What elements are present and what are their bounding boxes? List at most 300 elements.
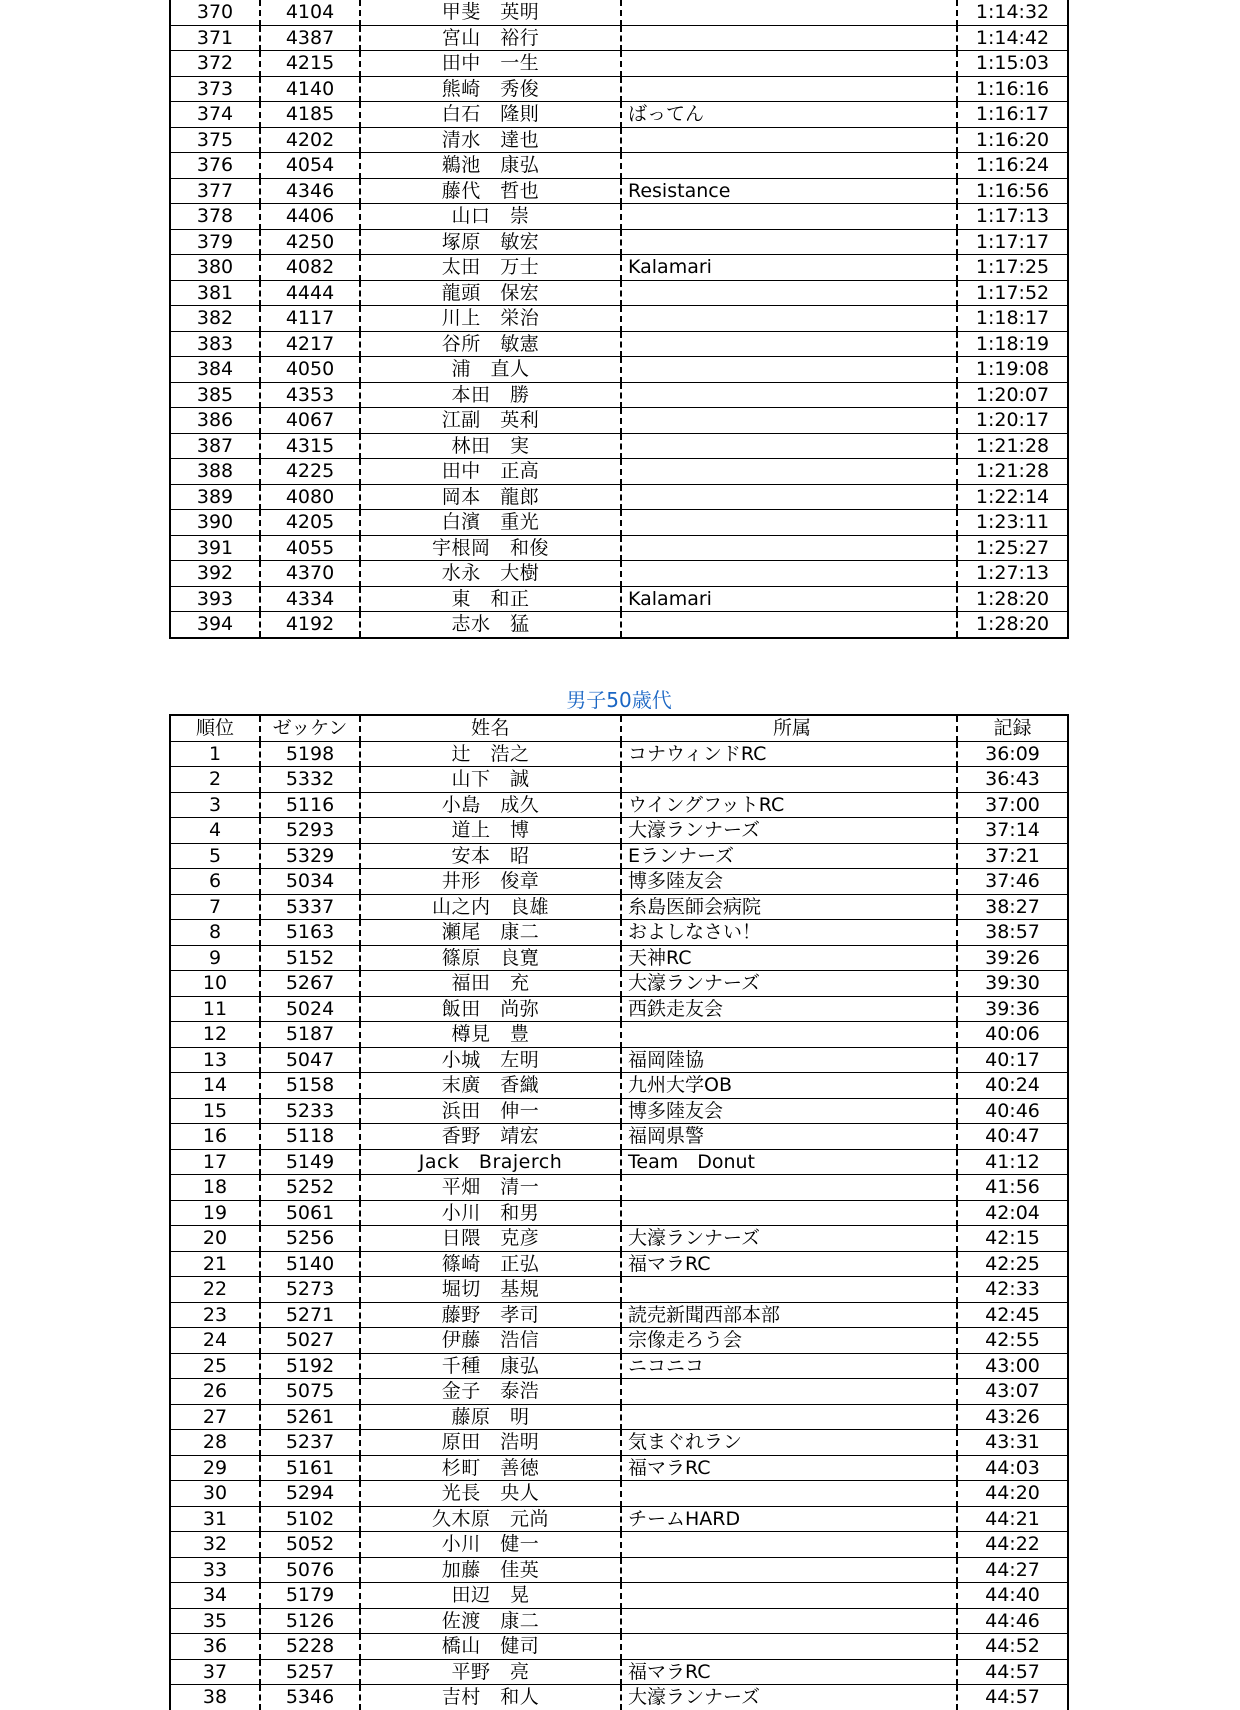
- bib-cell: 5061: [260, 1200, 360, 1226]
- header-name: 姓名: [360, 715, 621, 741]
- name-cell: 吉村 和人: [360, 1685, 621, 1710]
- time-cell: 42:15: [957, 1226, 1068, 1252]
- bib-cell: 4444: [260, 280, 360, 306]
- club-cell: 福マラRC: [621, 1251, 957, 1277]
- bib-cell: 5076: [260, 1557, 360, 1583]
- bib-cell: 5027: [260, 1328, 360, 1354]
- name-cell: 山下 誠: [360, 767, 621, 793]
- bib-cell: 4050: [260, 357, 360, 383]
- rank-cell: 14: [170, 1073, 260, 1099]
- bib-cell: 4205: [260, 510, 360, 536]
- rank-cell: 11: [170, 996, 260, 1022]
- rank-cell: 29: [170, 1455, 260, 1481]
- table-row: [170, 1175, 1068, 1201]
- name-cell: 熊崎 秀俊: [360, 76, 621, 102]
- bib-cell: 5256: [260, 1226, 360, 1252]
- bib-cell: 5161: [260, 1455, 360, 1481]
- table-row: [170, 741, 1068, 767]
- club-cell: Kalamari: [621, 586, 957, 612]
- bib-cell: 5271: [260, 1302, 360, 1328]
- bib-cell: 4082: [260, 255, 360, 281]
- bib-cell: 4185: [260, 102, 360, 128]
- club-cell: [621, 1200, 957, 1226]
- rank-cell: 16: [170, 1124, 260, 1150]
- time-cell: 1:16:56: [957, 178, 1068, 204]
- time-cell: 44:40: [957, 1583, 1068, 1609]
- table-row: [170, 1557, 1068, 1583]
- time-cell: 1:16:17: [957, 102, 1068, 128]
- time-cell: 38:27: [957, 894, 1068, 920]
- table-row: [170, 178, 1068, 204]
- club-cell: 大濠ランナーズ: [621, 1226, 957, 1252]
- table-row: [170, 1532, 1068, 1558]
- time-cell: 1:25:27: [957, 535, 1068, 561]
- time-cell: 42:33: [957, 1277, 1068, 1303]
- header-rank: 順位: [170, 715, 260, 741]
- name-cell: 白濱 重光: [360, 510, 621, 536]
- name-cell: 堀切 基規: [360, 1277, 621, 1303]
- club-cell: [621, 357, 957, 383]
- name-cell: 加藤 佳英: [360, 1557, 621, 1583]
- time-cell: 43:00: [957, 1353, 1068, 1379]
- name-cell: 篠崎 正弘: [360, 1251, 621, 1277]
- name-cell: 藤野 孝司: [360, 1302, 621, 1328]
- rank-cell: 380: [170, 255, 260, 281]
- club-cell: [621, 408, 957, 434]
- rank-cell: 394: [170, 612, 260, 638]
- time-cell: 1:14:32: [957, 0, 1068, 25]
- rank-cell: 33: [170, 1557, 260, 1583]
- rank-cell: 25: [170, 1353, 260, 1379]
- name-cell: 香野 靖宏: [360, 1124, 621, 1150]
- rank-cell: 31: [170, 1506, 260, 1532]
- name-cell: 伊藤 浩信: [360, 1328, 621, 1354]
- name-cell: 宮山 裕行: [360, 25, 621, 51]
- bib-cell: 4054: [260, 153, 360, 179]
- table-row: [170, 357, 1068, 383]
- bib-cell: 5024: [260, 996, 360, 1022]
- table-row: [170, 945, 1068, 971]
- table-row: [170, 204, 1068, 230]
- bib-cell: 5149: [260, 1149, 360, 1175]
- rank-cell: 383: [170, 331, 260, 357]
- table-row: [170, 1685, 1068, 1710]
- club-cell: ばってん: [621, 102, 957, 128]
- club-cell: [621, 535, 957, 561]
- bib-cell: 5047: [260, 1047, 360, 1073]
- rank-cell: 30: [170, 1481, 260, 1507]
- club-cell: およしなさい！: [621, 920, 957, 946]
- bib-cell: 5116: [260, 792, 360, 818]
- rank-cell: 371: [170, 25, 260, 51]
- table-row: [170, 612, 1068, 638]
- time-cell: 1:17:13: [957, 204, 1068, 230]
- bib-cell: 4067: [260, 408, 360, 434]
- bib-cell: 5034: [260, 869, 360, 895]
- bib-cell: 5294: [260, 1481, 360, 1507]
- name-cell: 日隈 克彦: [360, 1226, 621, 1252]
- name-cell: 龍頭 保宏: [360, 280, 621, 306]
- name-cell: 谷所 敏憲: [360, 331, 621, 357]
- bib-cell: 5198: [260, 741, 360, 767]
- table-row: [170, 869, 1068, 895]
- rank-cell: 18: [170, 1175, 260, 1201]
- name-cell: 平野 亮: [360, 1659, 621, 1685]
- club-cell: [621, 561, 957, 587]
- club-cell: 糸島医師会病院: [621, 894, 957, 920]
- club-cell: 博多陸友会: [621, 1098, 957, 1124]
- club-cell: [621, 1481, 957, 1507]
- table-row: [170, 1302, 1068, 1328]
- rank-cell: 20: [170, 1226, 260, 1252]
- rank-cell: 35: [170, 1608, 260, 1634]
- bib-cell: 5237: [260, 1430, 360, 1456]
- table-row: [170, 767, 1068, 793]
- rank-cell: 389: [170, 484, 260, 510]
- time-cell: 1:17:25: [957, 255, 1068, 281]
- club-cell: [621, 510, 957, 536]
- table-row: [170, 1328, 1068, 1354]
- time-cell: 40:24: [957, 1073, 1068, 1099]
- bib-cell: 5126: [260, 1608, 360, 1634]
- time-cell: 1:28:20: [975, 613, 1050, 635]
- bib-cell: 4202: [260, 127, 360, 153]
- table-row: [170, 1583, 1068, 1609]
- rank-cell: 375: [170, 127, 260, 153]
- name-cell: 清水 達也: [360, 127, 621, 153]
- rank-cell: 22: [170, 1277, 260, 1303]
- time-cell: 44:20: [957, 1481, 1068, 1507]
- bib-cell: 4225: [260, 459, 360, 485]
- bib-cell: 4334: [260, 586, 360, 612]
- time-cell: 37:21: [957, 843, 1068, 869]
- club-cell: [621, 25, 957, 51]
- rank-cell: 388: [170, 459, 260, 485]
- club-cell: コナウィンドRC: [621, 741, 957, 767]
- table-row: [170, 1481, 1068, 1507]
- bib-cell: 5152: [260, 945, 360, 971]
- time-cell: 44:57: [985, 1686, 1040, 1708]
- time-cell: 42:55: [957, 1328, 1068, 1354]
- rank-cell: 391: [170, 535, 260, 561]
- time-cell: 38:57: [957, 920, 1068, 946]
- bib-cell: 5257: [260, 1659, 360, 1685]
- time-cell: 1:23:11: [957, 510, 1068, 536]
- bib-cell: 5192: [260, 1353, 360, 1379]
- table-row: [170, 1634, 1068, 1660]
- rank-cell: 379: [170, 229, 260, 255]
- bib-cell: 5052: [260, 1532, 360, 1558]
- rank-cell: 370: [170, 0, 260, 25]
- time-cell: 41:12: [957, 1149, 1068, 1175]
- bib-cell: 4217: [260, 331, 360, 357]
- club-cell: 福岡県警: [621, 1124, 957, 1150]
- time-cell: 1:16:20: [957, 127, 1068, 153]
- rank-cell: 390: [170, 510, 260, 536]
- table-row: [170, 1353, 1068, 1379]
- rank-cell: 26: [170, 1379, 260, 1405]
- table-row: [170, 1379, 1068, 1405]
- rank-cell: 393: [170, 586, 260, 612]
- name-cell: 江副 英利: [360, 408, 621, 434]
- rank-cell: 2: [170, 767, 260, 793]
- bib-cell: 5179: [260, 1583, 360, 1609]
- table-row: [170, 792, 1068, 818]
- bib-cell: 5102: [260, 1506, 360, 1532]
- club-cell: [621, 612, 957, 638]
- rank-cell: 372: [170, 51, 260, 77]
- bib-cell: 5118: [260, 1124, 360, 1150]
- rank-cell: 381: [170, 280, 260, 306]
- club-cell: 大濠ランナーズ: [621, 1685, 957, 1710]
- rank-cell: 23: [170, 1302, 260, 1328]
- name-cell: 浦 直人: [360, 357, 621, 383]
- table-row: [170, 1200, 1068, 1226]
- rank-cell: 5: [170, 843, 260, 869]
- club-cell: [621, 204, 957, 230]
- table-row: [170, 408, 1068, 434]
- club-cell: [621, 0, 957, 25]
- table-row: [170, 1404, 1068, 1430]
- rank-cell: 4: [170, 818, 260, 844]
- table-row: [170, 0, 1068, 25]
- name-cell: 杉町 善徳: [360, 1455, 621, 1481]
- time-cell: 36:09: [957, 741, 1068, 767]
- club-cell: [621, 229, 957, 255]
- name-cell: 志水 猛: [360, 612, 621, 638]
- name-cell: 金子 泰浩: [360, 1379, 621, 1405]
- bib-cell: 5329: [260, 843, 360, 869]
- club-cell: [621, 306, 957, 332]
- club-cell: [621, 51, 957, 77]
- name-cell: 平畑 清一: [360, 1175, 621, 1201]
- time-cell: 1:20:07: [957, 382, 1068, 408]
- time-cell: 40:17: [957, 1047, 1068, 1073]
- bib-cell: 4315: [260, 433, 360, 459]
- name-cell: 宇根岡 和俊: [360, 535, 621, 561]
- bib-cell: 5187: [260, 1022, 360, 1048]
- club-cell: 読売新聞西部本部: [621, 1302, 957, 1328]
- time-cell: 44:46: [957, 1608, 1068, 1634]
- name-cell: 藤代 哲也: [360, 178, 621, 204]
- bib-cell: 4117: [260, 306, 360, 332]
- bib-cell: 4346: [260, 178, 360, 204]
- name-cell: 山之内 良雄: [360, 894, 621, 920]
- name-cell: 光長 央人: [360, 1481, 621, 1507]
- time-cell: 43:26: [957, 1404, 1068, 1430]
- club-cell: [621, 1277, 957, 1303]
- time-cell: 1:22:14: [957, 484, 1068, 510]
- table-row: [170, 1506, 1068, 1532]
- table-row: [170, 510, 1068, 536]
- results-table-continued: [169, 0, 1069, 639]
- name-cell: 塚原 敏宏: [360, 229, 621, 255]
- name-cell: 篠原 良寛: [360, 945, 621, 971]
- club-cell: Team Donut: [621, 1149, 957, 1175]
- club-cell: [621, 1583, 957, 1609]
- table-row: [170, 1430, 1068, 1456]
- rank-cell: 392: [170, 561, 260, 587]
- rank-cell: 376: [170, 153, 260, 179]
- time-cell: 41:56: [957, 1175, 1068, 1201]
- rank-cell: 36: [170, 1634, 260, 1660]
- name-cell: 小川 健一: [360, 1532, 621, 1558]
- table-row: [170, 561, 1068, 587]
- name-cell: 浜田 伸一: [360, 1098, 621, 1124]
- club-cell: ニコニコ: [621, 1353, 957, 1379]
- club-cell: 大濠ランナーズ: [621, 818, 957, 844]
- club-cell: 福岡陸協: [621, 1047, 957, 1073]
- time-cell: 1:14:42: [957, 25, 1068, 51]
- name-cell: 山口 崇: [360, 204, 621, 230]
- name-cell: 太田 万士: [360, 255, 621, 281]
- name-cell: 田中 正高: [360, 459, 621, 485]
- time-cell: 43:07: [957, 1379, 1068, 1405]
- bib-cell: 4353: [260, 382, 360, 408]
- club-cell: 福マラRC: [621, 1659, 957, 1685]
- table-row: [170, 1608, 1068, 1634]
- name-cell: 鵜池 康弘: [360, 153, 621, 179]
- time-cell: 1:16:24: [957, 153, 1068, 179]
- name-cell: 東 和正: [360, 586, 621, 612]
- rank-cell: 24: [170, 1328, 260, 1354]
- bib-cell: 5233: [260, 1098, 360, 1124]
- rank-cell: 374: [170, 102, 260, 128]
- club-cell: [621, 1532, 957, 1558]
- name-cell: 小川 和男: [360, 1200, 621, 1226]
- table-row: [170, 433, 1068, 459]
- club-cell: 大濠ランナーズ: [621, 971, 957, 997]
- name-cell: 千種 康弘: [360, 1353, 621, 1379]
- name-cell: 林田 実: [360, 433, 621, 459]
- club-cell: [621, 1022, 957, 1048]
- rank-cell: 7: [170, 894, 260, 920]
- club-cell: [621, 767, 957, 793]
- club-cell: 博多陸友会: [621, 869, 957, 895]
- time-cell: 1:15:03: [957, 51, 1068, 77]
- bib-cell: 5228: [260, 1634, 360, 1660]
- time-cell: 1:27:13: [957, 561, 1068, 587]
- rank-cell: 12: [170, 1022, 260, 1048]
- time-cell: 1:20:17: [957, 408, 1068, 434]
- rank-cell: 37: [170, 1659, 260, 1685]
- club-cell: [621, 382, 957, 408]
- bib-cell: 4250: [260, 229, 360, 255]
- bib-cell: 5273: [260, 1277, 360, 1303]
- club-cell: [621, 1404, 957, 1430]
- table-row: [170, 51, 1068, 77]
- name-cell: 岡本 龍郎: [360, 484, 621, 510]
- club-cell: [621, 433, 957, 459]
- club-cell: 気まぐれラン: [621, 1430, 957, 1456]
- time-cell: 36:43: [957, 767, 1068, 793]
- name-cell: Jack Brajerch: [360, 1149, 621, 1175]
- name-cell: 飯田 尚弥: [360, 996, 621, 1022]
- bib-cell: 5163: [260, 920, 360, 946]
- club-cell: [621, 1608, 957, 1634]
- rank-cell: 10: [170, 971, 260, 997]
- club-cell: [621, 1175, 957, 1201]
- name-cell: 原田 浩明: [360, 1430, 621, 1456]
- name-cell: 川上 栄治: [360, 306, 621, 332]
- name-cell: 藤原 明: [360, 1404, 621, 1430]
- time-cell: 1:19:08: [957, 357, 1068, 383]
- table-row: [170, 1277, 1068, 1303]
- section-title: 男子50歳代: [566, 688, 672, 712]
- time-cell: 39:26: [957, 945, 1068, 971]
- time-cell: 1:28:20: [957, 586, 1068, 612]
- name-cell: 辻 浩之: [360, 741, 621, 767]
- time-cell: 37:14: [957, 818, 1068, 844]
- bib-cell: 4104: [260, 0, 360, 25]
- rank-cell: 386: [170, 408, 260, 434]
- table-row: [170, 331, 1068, 357]
- bib-cell: 5140: [260, 1251, 360, 1277]
- club-cell: [621, 484, 957, 510]
- table-row: [170, 76, 1068, 102]
- bib-cell: 4406: [260, 204, 360, 230]
- club-cell: ウイングフットRC: [621, 792, 957, 818]
- club-cell: [621, 459, 957, 485]
- table-row: [170, 382, 1068, 408]
- rank-cell: 9: [170, 945, 260, 971]
- club-cell: 宗像走ろう会: [621, 1328, 957, 1354]
- table-row: [170, 920, 1068, 946]
- time-cell: 37:00: [957, 792, 1068, 818]
- rank-cell: 32: [170, 1532, 260, 1558]
- header-bib: ゼッケン: [260, 715, 360, 741]
- bib-cell: 5261: [260, 1404, 360, 1430]
- name-cell: 福田 充: [360, 971, 621, 997]
- bib-cell: 5158: [260, 1073, 360, 1099]
- bib-cell: 4387: [260, 25, 360, 51]
- table-row: [170, 25, 1068, 51]
- table-row: [170, 894, 1068, 920]
- rank-cell: 382: [170, 306, 260, 332]
- rank-cell: 384: [170, 357, 260, 383]
- name-cell: 水永 大樹: [360, 561, 621, 587]
- rank-cell: 13: [170, 1047, 260, 1073]
- table-row: [170, 229, 1068, 255]
- time-cell: 1:21:28: [957, 459, 1068, 485]
- time-cell: 42:04: [957, 1200, 1068, 1226]
- time-cell: 1:17:52: [957, 280, 1068, 306]
- name-cell: 白石 隆則: [360, 102, 621, 128]
- table-row: [170, 1659, 1068, 1685]
- time-cell: 42:25: [957, 1251, 1068, 1277]
- table-row: [170, 996, 1068, 1022]
- time-cell: 1:18:19: [957, 331, 1068, 357]
- rank-cell: 373: [170, 76, 260, 102]
- name-cell: 田中 一生: [360, 51, 621, 77]
- name-cell: 井形 俊章: [360, 869, 621, 895]
- table-row: [170, 1251, 1068, 1277]
- bib-cell: 5267: [260, 971, 360, 997]
- time-cell: 44:52: [957, 1634, 1068, 1660]
- table-row: [170, 102, 1068, 128]
- name-cell: 樽見 豊: [360, 1022, 621, 1048]
- rank-cell: 17: [170, 1149, 260, 1175]
- rank-cell: 378: [170, 204, 260, 230]
- name-cell: 久木原 元尚: [360, 1506, 621, 1532]
- time-cell: 44:27: [957, 1557, 1068, 1583]
- bib-cell: 5337: [260, 894, 360, 920]
- club-cell: [621, 127, 957, 153]
- bib-cell: 5346: [260, 1685, 360, 1710]
- header-row: [170, 715, 1068, 741]
- name-cell: 小城 左明: [360, 1047, 621, 1073]
- club-cell: Resistance: [621, 178, 957, 204]
